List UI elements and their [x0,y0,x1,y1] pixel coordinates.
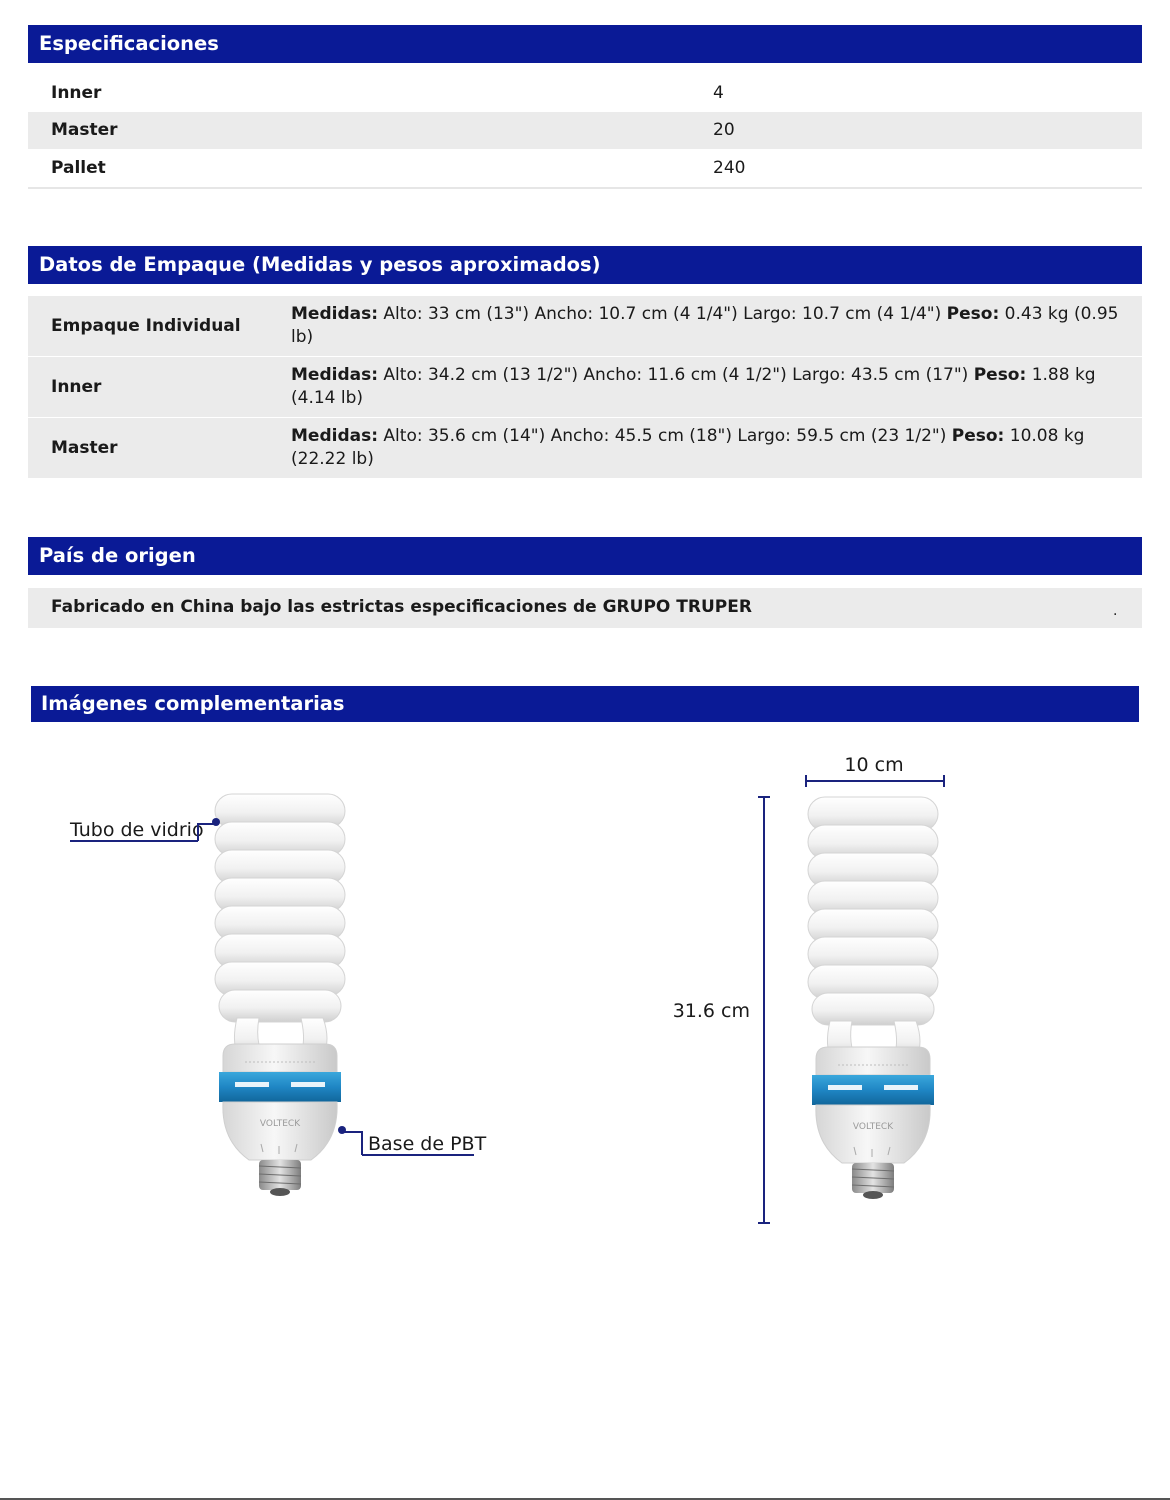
origin-title: País de origen [39,544,196,567]
origin-text: Fabricado en China bajo las estrictas especificaciones de GRUPO TRUPER [51,597,752,617]
width-dimension-label: 10 cm [844,754,904,776]
origin-trailing: . [1113,603,1118,619]
medidas-label: Medidas: [291,426,379,446]
spec-row-pallet [28,150,1142,187]
pack-row-inner [28,357,1142,417]
peso-value: 10.08 kg (22.22 lb) [291,426,1085,469]
callout-base: Base de PBT [368,1133,487,1155]
callout-dot [338,1126,346,1134]
medidas-value: Alto: 34.2 cm (13 1/2") Ancho: 11.6 cm (4 1/2") Largo: 43.5 cm (17") [383,365,969,385]
images-title: Imágenes complementarias [41,692,345,715]
spec-value: 4 [713,83,724,103]
pack-label: Empaque Individual [51,316,241,336]
pack-detail [291,303,1121,349]
origin-row [28,588,1142,628]
peso-label: Peso: [951,426,1005,446]
specs-title: Especificaciones [39,32,219,55]
pack-label: Master [51,438,118,458]
images-header [31,686,1139,722]
spec-value: 240 [713,158,746,178]
packaging-header [28,246,1142,284]
peso-value: 1.88 kg (4.14 lb) [291,365,1096,408]
spec-row-master [28,112,1142,149]
specs-header [28,25,1142,63]
brand-logo: VOLTECK [259,1119,301,1129]
callout-glass-tube: Tubo de vidrio [70,819,204,841]
pack-detail [291,425,1121,471]
callout-line [344,1132,362,1155]
bulb-callouts-figure [50,780,510,1230]
divider [28,187,1142,189]
pack-row-master [28,418,1142,478]
medidas-label: Medidas: [291,365,379,385]
medidas-value: Alto: 35.6 cm (14") Ancho: 45.5 cm (18") Largo: 59.5 cm (23 1/2") [383,426,947,446]
pack-label: Inner [51,377,102,397]
packaging-title: Datos de Empaque (Medidas y pesos aproximados) [39,253,601,276]
spec-label: Inner [51,83,102,103]
origin-header [28,537,1142,575]
cfl-bulb-image [215,794,345,1196]
medidas-value: Alto: 33 cm (13") Ancho: 10.7 cm (4 1/4") Largo: 10.7 cm (4 1/4") [383,304,942,324]
pack-row-individual [28,296,1142,356]
spec-row-inner [28,75,1142,112]
peso-label: Peso: [946,304,1000,324]
brand-logo: VOLTECK [852,1122,894,1132]
peso-label: Peso: [973,365,1027,385]
height-dimension-label: 31.6 cm [672,1000,750,1022]
bulb-dimensions-figure [670,745,990,1235]
spec-label: Master [51,120,118,140]
spec-label: Pallet [51,158,106,178]
cfl-bulb-image [808,797,938,1199]
callout-dot [212,818,220,826]
spec-value: 20 [713,120,735,140]
peso-value: 0.43 kg (0.95 lb) [291,304,1119,347]
medidas-label: Medidas: [291,304,379,324]
pack-detail [291,364,1121,410]
